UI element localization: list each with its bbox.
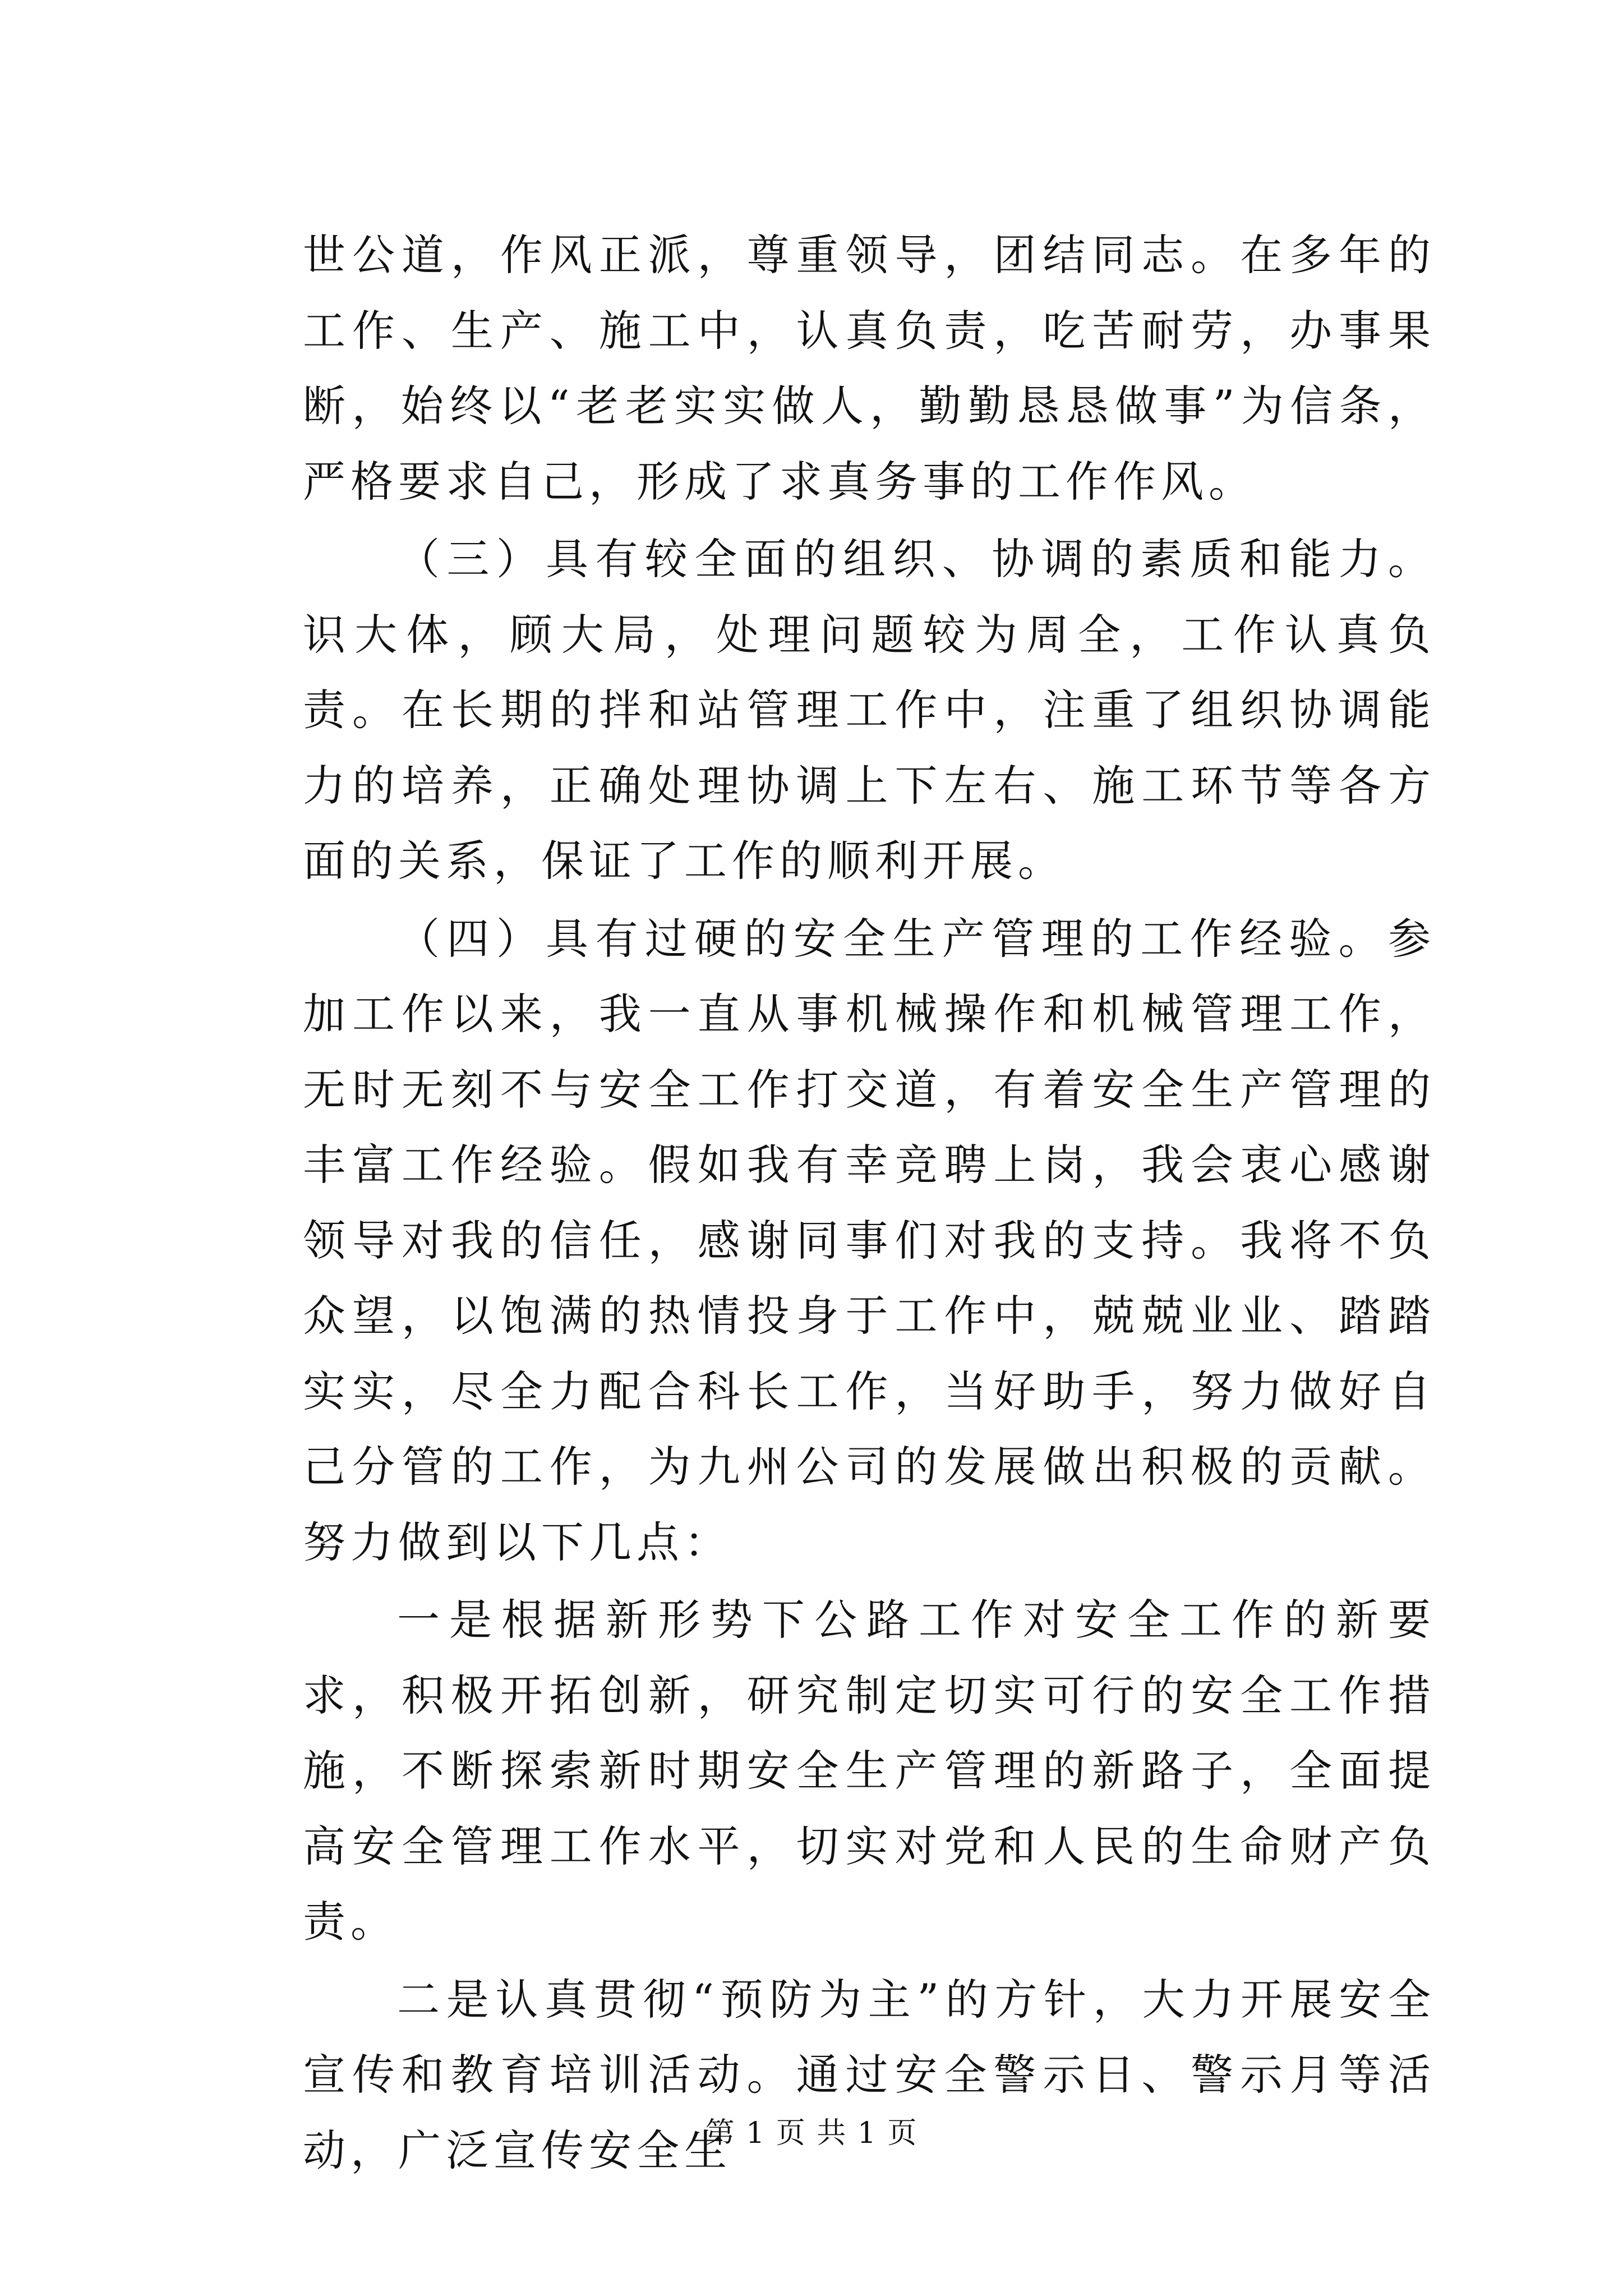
paragraph-section-three: （三）具有较全面的组织、协调的素质和能力。识大体，顾大局，处理问题较为周全，工作认真负责。在长期的拌和站管理工作中，注重了组织协调能力的培养，正确处理协调上下左右、施工环节等各方面的关系，保证了工作的顺利开展。	[303, 534, 1436, 886]
page-footer: 第 1 页 共 1 页	[705, 2116, 918, 2150]
paragraph-continuation: 世公道，作风正派，尊重领导，团结同志。在多年的工作、生产、施工中，认真负责，吃苦耐劳，办事果断，始终以“老老实实做人，勤勤恳恳做事”为信条，严格要求自己，形成了求真务事的工作作风。	[303, 230, 1436, 507]
paragraph-section-four: （四）具有过硬的安全生产管理的工作经验。参加工作以来，我一直从事机械操作和机械管理工作，无时无刻不与安全工作打交道，有着安全生产管理的丰富工作经验。假如我有幸竞聘上岗，我会衷心感谢领导对我的信任，感谢同事们对我的支持。我将不负众望，以饱满的热情投身于工作中，兢兢业业、踏踏实实，尽全力配合科长工作，当好助手，努力做好自己分管的工作，为九州公司的发展做出积极的贡献。努力做到以下几点：	[303, 913, 1436, 1567]
document-body	[303, 218, 1436, 2188]
paragraph-point-two: 二是认真贯彻“预防为主”的方针，大力开展安全宣传和教育培训活动。通过安全警示日、警示月等活动，广泛宣传安全生	[303, 1974, 1436, 2175]
paragraph-point-one: 一是根据新形势下公路工作对安全工作的新要求，积极开拓创新，研究制定切实可行的安全工作措施，不断探索新时期安全生产管理的新路子，全面提高安全管理工作水平，切实对党和人民的生命财产负责。	[303, 1595, 1436, 1947]
